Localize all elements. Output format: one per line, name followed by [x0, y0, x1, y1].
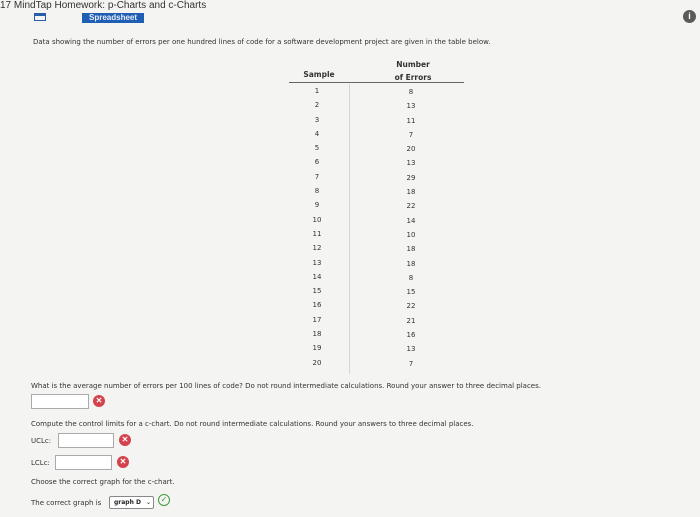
lcl-input[interactable]	[55, 455, 112, 470]
errors-cell: 13	[406, 345, 416, 354]
errors-cell: 21	[406, 316, 416, 325]
sample-cell: 11	[312, 229, 322, 238]
table-row	[289, 214, 464, 228]
page-title: 17 MindTap Homework: p-Charts and c-Charts	[0, 0, 207, 11]
data-table	[289, 85, 464, 371]
errors-cell: 22	[406, 202, 416, 211]
question-control-limits: Compute the control limits for a c-chart. Do not round intermediate calculations. Round your answers to three decimal places.	[31, 420, 474, 428]
sample-cell: 17	[312, 315, 322, 324]
errors-cell: 20	[406, 145, 416, 154]
errors-cell: 8	[408, 273, 414, 282]
column-header-errors-line2: of Errors	[394, 73, 432, 82]
table-row	[289, 257, 464, 271]
errors-cell: 18	[406, 188, 416, 197]
errors-cell: 10	[406, 230, 416, 239]
average-input[interactable]	[31, 394, 89, 409]
errors-cell: 15	[406, 288, 416, 297]
table-row	[289, 156, 464, 170]
column-header-sample: Sample	[303, 70, 335, 79]
errors-cell: 29	[406, 173, 416, 182]
column-header-errors	[385, 58, 441, 84]
table-row	[289, 242, 464, 256]
graph-select[interactable]	[109, 496, 154, 509]
sample-cell: 14	[312, 272, 322, 281]
incorrect-icon: ✕	[117, 456, 129, 468]
sample-cell: 20	[312, 358, 322, 367]
ucl-input[interactable]	[58, 433, 114, 448]
table-row	[289, 314, 464, 328]
table-row	[289, 171, 464, 185]
ucl-label: UCLc:	[31, 437, 52, 445]
sample-cell: 4	[314, 129, 320, 138]
sample-cell: 7	[314, 172, 320, 181]
table-row	[289, 228, 464, 242]
question-average: What is the average number of errors per 100 lines of code? Do not round intermediate calculations. Round your answer to three decimal places.	[31, 382, 541, 390]
errors-cell: 22	[406, 302, 416, 311]
sample-cell: 6	[314, 158, 320, 167]
errors-cell: 7	[408, 130, 414, 139]
incorrect-icon: ✕	[119, 434, 131, 446]
table-row	[289, 85, 464, 99]
graph-label: The correct graph is	[31, 499, 102, 507]
sample-cell: 1	[314, 87, 320, 95]
graph-select-value: graph D	[114, 499, 141, 506]
sample-cell: 18	[312, 330, 322, 339]
table-row	[289, 271, 464, 285]
sample-cell: 19	[312, 344, 322, 353]
table-row	[289, 285, 464, 299]
info-icon[interactable]: i	[683, 10, 696, 23]
spreadsheet-link[interactable]: Spreadsheet	[82, 13, 144, 23]
page-header	[0, 0, 700, 14]
table-row	[289, 114, 464, 128]
errors-cell: 8	[408, 88, 414, 96]
errors-cell: 13	[406, 102, 416, 111]
lcl-label: LCLc:	[31, 459, 50, 467]
errors-cell: 18	[406, 245, 416, 254]
problem-intro: Data showing the number of errors per one hundred lines of code for a software development project are given in the table below.	[33, 38, 491, 46]
column-header-errors-line1: Number	[396, 60, 430, 69]
spreadsheet-icon[interactable]	[34, 13, 46, 21]
errors-cell: 7	[408, 359, 414, 368]
table-row	[289, 142, 464, 156]
table-row	[289, 357, 464, 371]
table-row	[289, 99, 464, 113]
errors-cell: 13	[406, 159, 416, 168]
sample-cell: 2	[314, 101, 320, 110]
sample-cell: 9	[314, 201, 320, 210]
sample-cell: 8	[314, 187, 320, 196]
table-row	[289, 199, 464, 213]
table-row	[289, 185, 464, 199]
sample-cell: 5	[314, 144, 320, 153]
sample-cell: 15	[312, 287, 322, 296]
sample-cell: 16	[312, 301, 322, 310]
sample-cell: 10	[312, 215, 322, 224]
chevron-down-icon: ⌄	[145, 499, 151, 506]
incorrect-icon: ✕	[93, 395, 105, 407]
errors-cell: 14	[406, 216, 416, 225]
table-row	[289, 299, 464, 313]
table-row	[289, 328, 464, 342]
header-divider	[289, 82, 464, 83]
table-row	[289, 342, 464, 356]
table-row	[289, 128, 464, 142]
correct-icon: ✓	[158, 494, 170, 506]
errors-cell: 11	[406, 116, 416, 125]
sample-cell: 13	[312, 258, 322, 267]
errors-cell: 18	[406, 259, 416, 268]
sample-cell: 3	[314, 115, 320, 124]
question-graph: Choose the correct graph for the c-chart.	[31, 478, 175, 486]
sample-cell: 12	[312, 244, 322, 253]
errors-cell: 16	[406, 331, 416, 340]
